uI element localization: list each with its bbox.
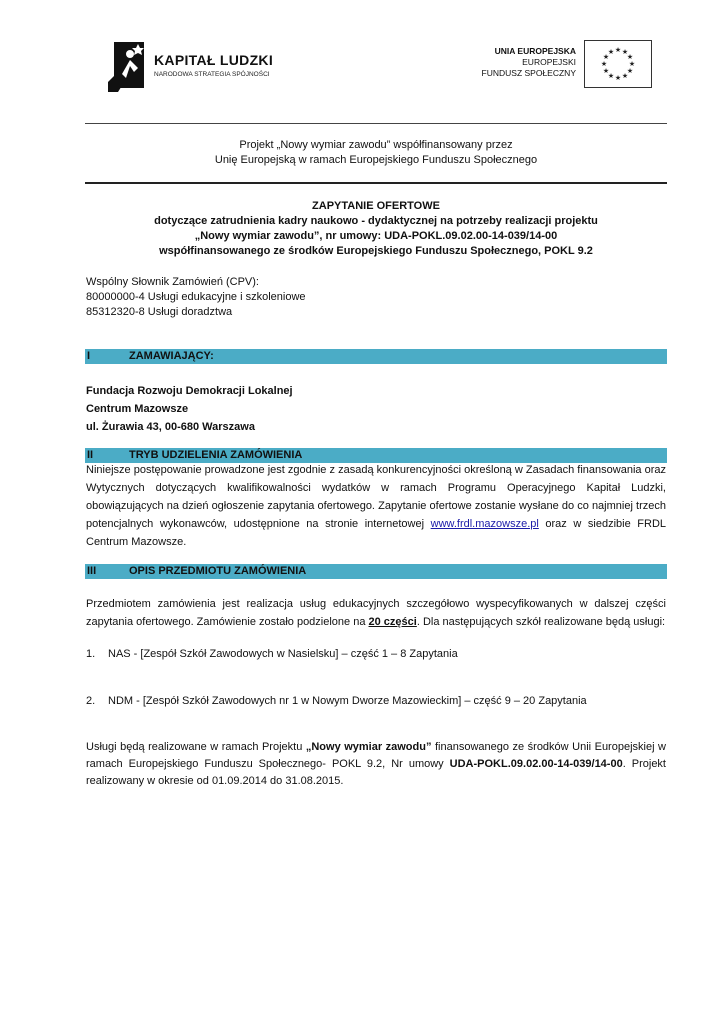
- item2-number: 2.: [86, 695, 96, 707]
- svg-text:★: ★: [614, 46, 622, 54]
- section2-text-after: oraz w siedzibie FRDL Centrum Mazowsze.: [86, 518, 667, 548]
- section3-intro: [86, 595, 666, 631]
- section1-number: I: [87, 350, 91, 362]
- title-line4: współfinansowanego ze środków Europejskiego Funduszu Społecznego, POKL 9.2: [159, 245, 593, 257]
- closing-c: . Projekt realizowany w okresie od 01.09.2014 do 31.08.2015.: [86, 758, 666, 787]
- cpv-code1: 80000000-4 Usługi edukacyjne i szkoleniowe: [86, 291, 306, 303]
- item1-text: NAS - [Zespół Szkół Zawodowych w Nasielsku] – część 1 – 8 Zapytania: [108, 648, 458, 660]
- section2-paragraph: [86, 461, 666, 551]
- header-divider: [85, 123, 667, 124]
- svg-text:★: ★: [600, 60, 608, 68]
- eu-text-block: [476, 46, 576, 79]
- closing-project-name: „Nowy wymiar zawodu”: [305, 741, 432, 753]
- kapital-ludzki-logo: [108, 38, 288, 94]
- section3-number: III: [87, 565, 97, 577]
- section3-intro-after: . Dla następujących szkół realizowane będą usługi:: [416, 616, 666, 628]
- section2-text-before: Niniejsze postępowanie prowadzone jest zgodnie z zasadą konkurencyjności określoną w Zasadach finansowania oraz Wytycznych dotyczących kwalifikowalności wydatków w ramach Programu Operacyjnego Kapitał Ludzki, obowiązujących na dzień ogłoszenie zapytania ofertowego. Zapytanie ofertowe zostanie wysłane do co najmniej trzech potencjalnych wykonawców, udostępnione na stronie internetowej: [86, 464, 666, 530]
- document-title: [85, 199, 667, 259]
- section-header-3: [85, 564, 667, 579]
- eu-flag: [584, 40, 652, 88]
- project-statement: [85, 138, 667, 168]
- title-line3: „Nowy wymiar zawodu”, nr umowy: UDA-POKL.09.02.00-14-039/14-00: [194, 230, 558, 242]
- closing-b: finansowanego ze środków Unii Europejskiej w ramach Europejskiego Funduszu Społecznego- POKL 9.2, Nr umowy: [86, 741, 666, 770]
- svg-text:★: ★: [614, 74, 622, 82]
- svg-text:★: ★: [602, 67, 610, 75]
- parts-count: 20 części: [368, 616, 417, 628]
- eu-line1: UNIA EUROPEJSKA: [494, 46, 576, 56]
- closing-a: Usługi będą realizowane w ramach Projektu: [86, 741, 306, 753]
- cpv-block: [86, 275, 666, 320]
- title-line1: ZAPYTANIE OFERTOWE: [312, 200, 440, 212]
- svg-text:★: ★: [607, 72, 615, 80]
- svg-text:★: ★: [626, 67, 634, 75]
- section3-intro-before: Przedmiotem zamówienia jest realizacja usług edukacyjnych szczegółowo wyspecyfikowanych w dalszej części zapytania ofertowego. Zamówienie zostało podzielone na: [86, 598, 666, 628]
- frdl-website-link[interactable]: www.frdl.mazowsze.pl: [430, 518, 539, 530]
- eu-line2: EUROPEJSKI: [522, 57, 576, 67]
- item2-text: NDM - [Zespół Szkół Zawodowych nr 1 w Nowym Dworze Mazowieckim] – część 9 – 20 Zapytania: [108, 695, 587, 707]
- org-address: ul. Żurawia 43, 00-680 Warszawa: [86, 421, 255, 433]
- school-list-item-2: [86, 694, 666, 709]
- eu-line3: FUNDUSZ SPOŁECZNY: [481, 68, 576, 78]
- org-branch: Centrum Mazowsze: [86, 403, 189, 415]
- svg-text:★: ★: [621, 48, 629, 56]
- project-line2: Unię Europejską w ramach Europejskiego Funduszu Społecznego: [214, 154, 538, 166]
- project-line1: Projekt „Nowy wymiar zawodu” współfinansowany przez: [239, 139, 513, 151]
- section2-number: II: [87, 449, 94, 461]
- section3-title: OPIS PRZEDMIOTU ZAMÓWIENIA: [129, 565, 307, 577]
- svg-text:★: ★: [628, 60, 636, 68]
- closing-contract: UDA-POKL.09.02.00-14-039/14-00: [449, 758, 623, 770]
- cpv-code2: 85312320-8 Usługi doradztwa: [86, 306, 233, 318]
- kl-title: KAPITAŁ LUDZKI: [154, 52, 274, 68]
- org-name: Fundacja Rozwoju Demokracji Lokalnej: [86, 385, 293, 397]
- svg-text:★: ★: [626, 53, 634, 61]
- svg-text:★: ★: [607, 48, 615, 56]
- section3-closing: [86, 739, 666, 790]
- section1-title: ZAMAWIAJĄCY:: [129, 350, 214, 362]
- svg-text:★: ★: [621, 72, 629, 80]
- section2-title: TRYB UDZIELENIA ZAMÓWIENIA: [129, 449, 303, 461]
- eu-stars-icon: [585, 41, 651, 87]
- title-line2: dotyczące zatrudnienia kadry naukowo - dydaktycznej na potrzeby realizacji projektu: [154, 215, 598, 227]
- item1-number: 1.: [86, 648, 96, 660]
- cpv-label: Wspólny Słownik Zamówień (CPV):: [86, 276, 259, 288]
- kapital-ludzki-emblem-icon: [108, 38, 148, 92]
- school-list-item-1: [86, 647, 666, 662]
- section-header-1: [85, 349, 667, 364]
- kl-subtitle: NARODOWA STRATEGIA SPÓJNOŚCI: [154, 71, 270, 78]
- contracting-party: [86, 382, 666, 436]
- title-divider: [85, 182, 667, 184]
- svg-text:★: ★: [602, 53, 610, 61]
